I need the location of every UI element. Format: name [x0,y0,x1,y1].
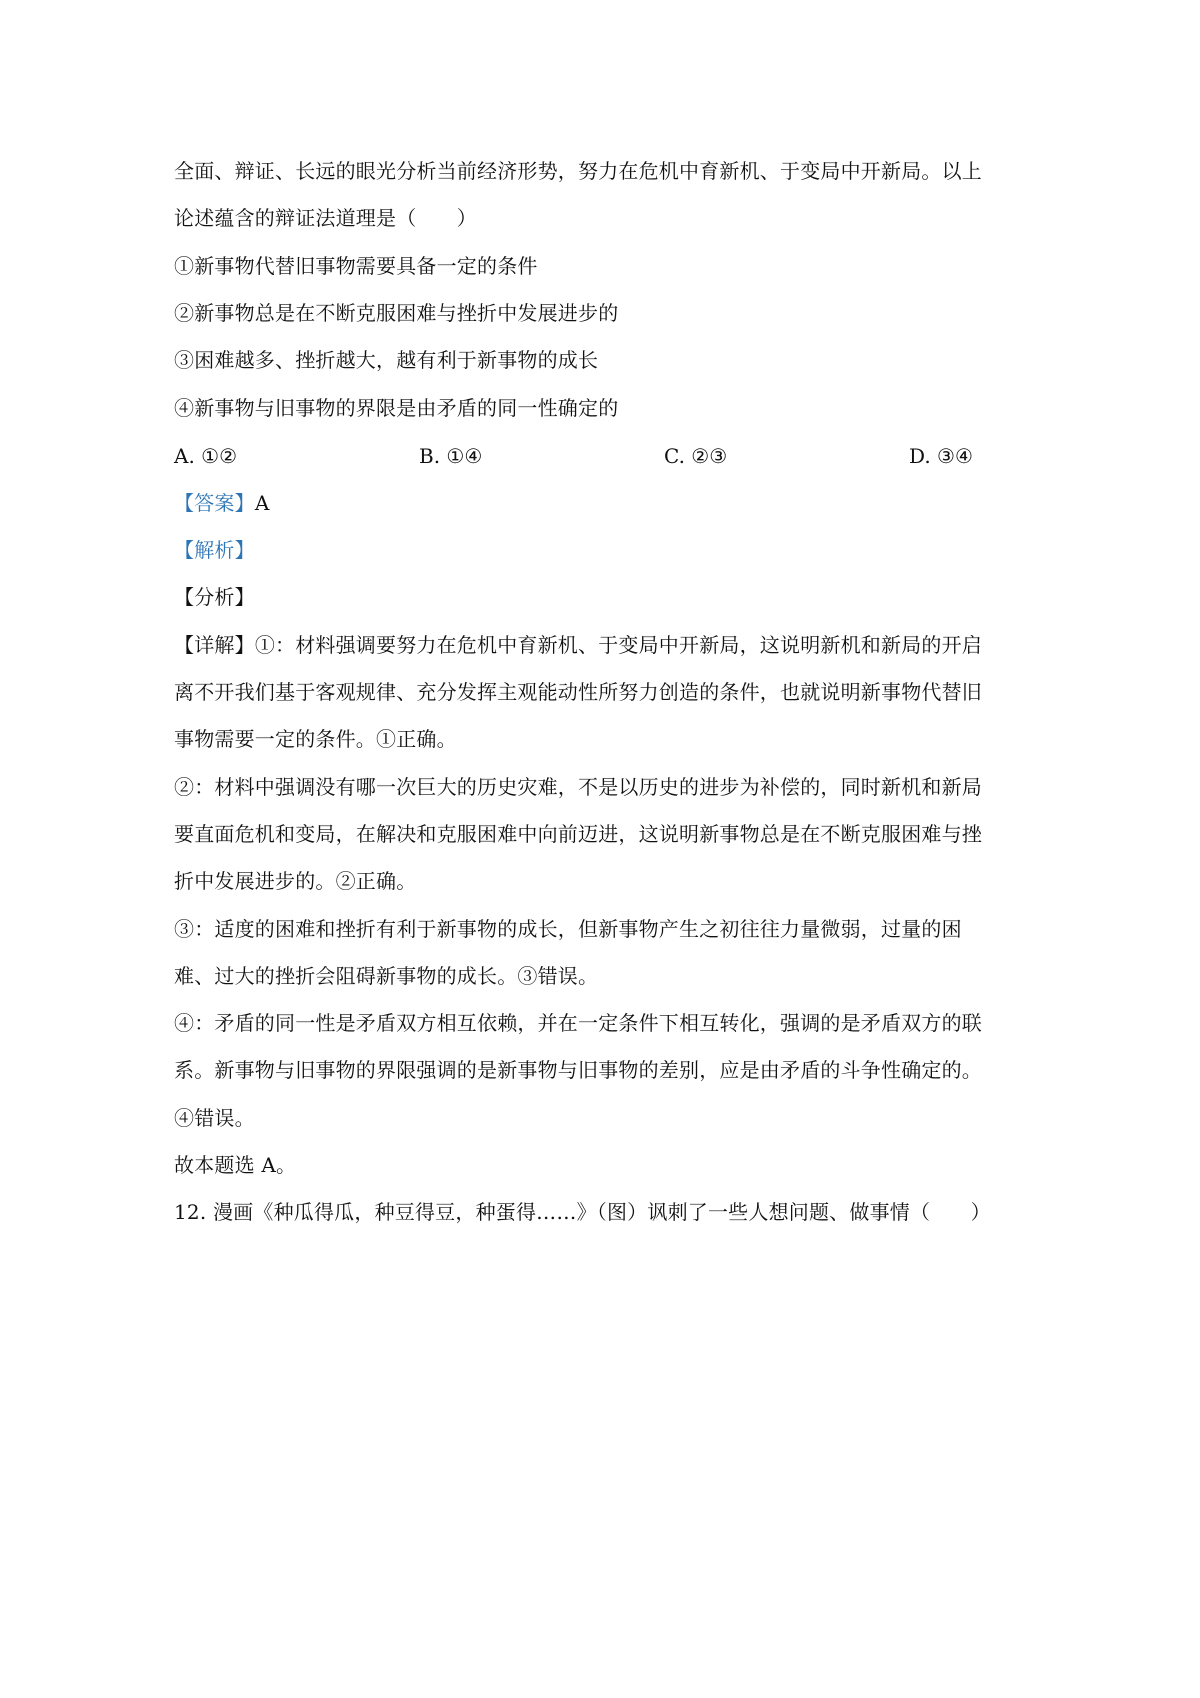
fenxi-label: 【分析】 [174,585,255,609]
detail-line-5: 要直面危机和变局，在解决和克服困难中向前迈进，这说明新事物总是在不断克服困难与挫 [174,822,982,846]
question-stem-line-1: 全面、辩证、长远的眼光分析当前经济形势，努力在危机中育新机、于变局中开新局。以上 [174,159,982,183]
detail-line-1 [174,631,982,659]
detail-line-2: 离不开我们基于客观规律、充分发挥主观能动性所努力创造的条件，也就说明新事物代替旧 [174,680,982,704]
statement-3: ③困难越多、挫折越大，越有利于新事物的成长 [174,348,599,372]
detail-line-7: ③：适度的困难和挫折有利于新事物的成长，但新事物产生之初往往力量微弱，过量的困 [174,917,962,941]
detail-line-11: ④错误。 [174,1106,255,1130]
detail-line-9: ④：矛盾的同一性是矛盾双方相互依赖，并在一定条件下相互转化，强调的是矛盾双方的联 [174,1011,982,1035]
analysis-label: 【解析】 [174,538,255,562]
detail-line-8: 难、过大的挫折会阻碍新事物的成长。③错误。 [174,964,599,988]
detail-line-6: 折中发展进步的。②正确。 [174,869,417,893]
next-question: 12. 漫画《种瓜得瓜，种豆得豆，种蛋得……》（图）讽刺了一些人想问题、做事情（ ） [174,1200,991,1224]
option-b: B. ①④ [419,444,483,468]
statement-2: ②新事物总是在不断克服困难与挫折中发展进步的 [174,301,619,325]
detail-text-1: ①：材料强调要努力在危机中育新机、于变局中开新局，这说明新机和新局的开启 [254,633,983,657]
question-stem-line-2: 论述蕴含的辩证法道理是（ ） [174,206,477,230]
statement-1: ①新事物代替旧事物需要具备一定的条件 [174,254,538,278]
option-d: D. ③④ [909,444,973,468]
detail-line-4: ②：材料中强调没有哪一次巨大的历史灾难，不是以历史的进步为补偿的，同时新机和新局 [174,775,982,799]
option-c: C. ②③ [664,444,728,468]
detail-line-3: 事物需要一定的条件。①正确。 [174,727,457,751]
option-a: A. ①② [174,444,238,468]
statement-4: ④新事物与旧事物的界限是由矛盾的同一性确定的 [174,396,619,420]
answer-line [174,489,269,517]
answer-value: A [254,491,270,515]
detail-line-10: 系。新事物与旧事物的界限强调的是新事物与旧事物的差别，应是由矛盾的斗争性确定的。 [174,1058,982,1082]
conclusion: 故本题选 A。 [174,1153,297,1177]
answer-label: 【答案】 [174,491,255,515]
answer-options [174,442,1034,470]
detail-label: 【详解】 [174,633,255,657]
